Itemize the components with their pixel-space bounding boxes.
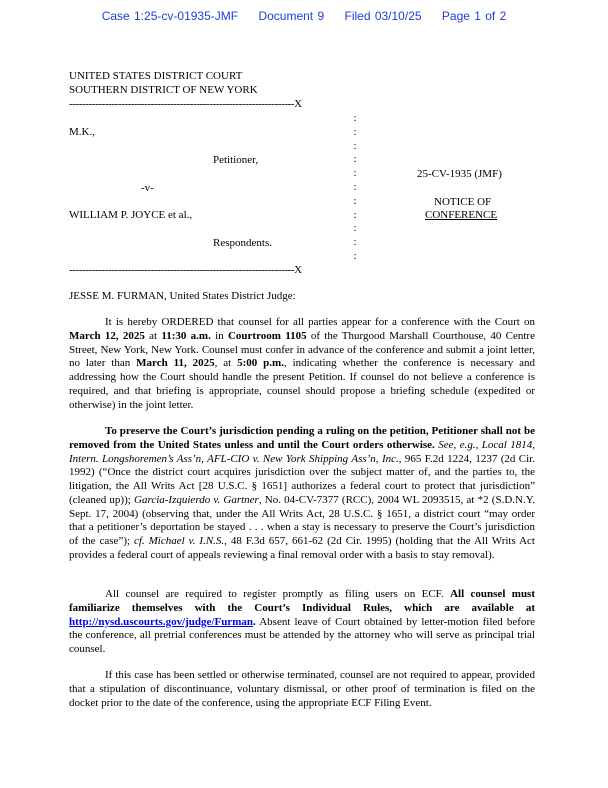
ecf-header [0, 9, 608, 23]
caption-rule-top: ---------------------------------------------------------------------X [69, 98, 302, 110]
versus-label: -v- [141, 182, 154, 194]
respondent-name: WILLIAM P. JOYCE et al., [69, 209, 193, 221]
paragraph-ecf-registration: All counsel are required to register promptly as filing users on ECF. All counsel must familiarize themselves with the Court’s Individual Rules, which are available at http://nysd.uscourts.gov/judge/Furman. Absent leave of Court obtained by letter-motion filed before the conference, all pretrial conferences must be attended by the attorney who will serve as principal trial counsel. [69, 588, 535, 655]
individual-rules-link[interactable]: http://nysd.uscourts.gov/judge/Furman [69, 615, 253, 628]
header-case-number: Case 1:25-cv-01935-JMF [101, 9, 239, 23]
caption-colon-column [352, 112, 358, 264]
caption-rule-bottom: ---------------------------------------------------------------------X [69, 264, 302, 276]
caption-colon: : [353, 167, 357, 180]
judge-line: JESSE M. FURMAN, United States District Judge: [69, 290, 296, 302]
caption-colon: : [353, 139, 357, 152]
paragraph-conference-order: It is hereby ORDERED that counsel for all parties appear for a conference with the Court on March 12, 2025 at 11:30 a.m. in Courtroom 1105 of the Thurgood Marshall Courthouse, 40 Centre Street, New York, New York. Counsel must confer in advance of the conference and submit a joint letter, no later than March 11, 2025, at 5:00 p.m., indicating whether the conference is necessary and addressing how the Court should handle the present Petition. If counsel do not believe a conference is required, and that briefing is appropriate, counsel should propose a briefing schedule (expedited or otherwise) in the joint letter. [69, 316, 535, 411]
petitioner-role: Petitioner, [213, 154, 259, 166]
header-page-count: Page 1 of 2 [441, 9, 507, 23]
header-filed-date: Filed 03/10/25 [344, 9, 422, 23]
caption-colon: : [353, 236, 357, 249]
header-document-number: Document 9 [258, 9, 325, 23]
paragraph-settlement: If this case has been settled or otherwise terminated, counsel are not required to appear, provided that a stipulation of discontinuance, voluntary dismissal, or other proof of termination is filed on the docket prior to the date of the conference, using the appropriate ECF Filing Event. [69, 669, 535, 709]
caption-colon: : [353, 125, 357, 138]
caption-colon: : [353, 194, 357, 207]
caption-colon: : [353, 249, 357, 262]
court-name-line2: SOUTHERN DISTRICT OF NEW YORK [69, 84, 258, 96]
respondent-role: Respondents. [213, 237, 272, 249]
caption-colon: : [353, 222, 357, 235]
caption-colon: : [353, 180, 357, 193]
case-number: 25-CV-1935 (JMF) [417, 168, 502, 180]
petitioner-name: M.K., [69, 126, 95, 138]
caption-colon: : [353, 112, 357, 124]
caption-colon: : [353, 208, 357, 221]
notice-title-line1: NOTICE OF [434, 196, 492, 208]
caption-colon: : [353, 153, 357, 166]
notice-title-line2: CONFERENCE [425, 209, 498, 221]
court-name-line1: UNITED STATES DISTRICT COURT [69, 70, 243, 82]
paragraph-jurisdiction: To preserve the Court’s jurisdiction pending a ruling on the petition, Petitioner shall not be removed from the United States unless and until the Court orders otherwise. See, e.g., Local 1814, Intern. Longshoremen’s Ass’n, AFL-CIO v. New York Shipping Ass’n, Inc., 965 F.2d 1224, 1237 (2d Cir. 1992) (“Once the district court acquires jurisdiction over the subject matter of, and the parties to, the litigation, the All Writs Act [28 U.S.C. § 1651] authorizes a federal court to protect that jurisdiction” (cleaned up)); Garcia-Izquierdo v. Gartner, No. 04-CV-7377 (RCC), 2004 WL 2093515, at *2 (S.D.N.Y. Sept. 17, 2004) (observing that, under the All Writs Act, 28 U.S.C. § 1651, a district court “may order that a petitioner’s deportation be stayed . . . when a stay is necessary to preserve the Court’s jurisdiction of the case”); cf. Michael v. I.N.S., 48 F.3d 657, 661-62 (2d Cir. 1995) (holding that the All Writs Act provides a federal court of appeals reviewing a final removal order with a basis to stay removal). [69, 425, 536, 561]
